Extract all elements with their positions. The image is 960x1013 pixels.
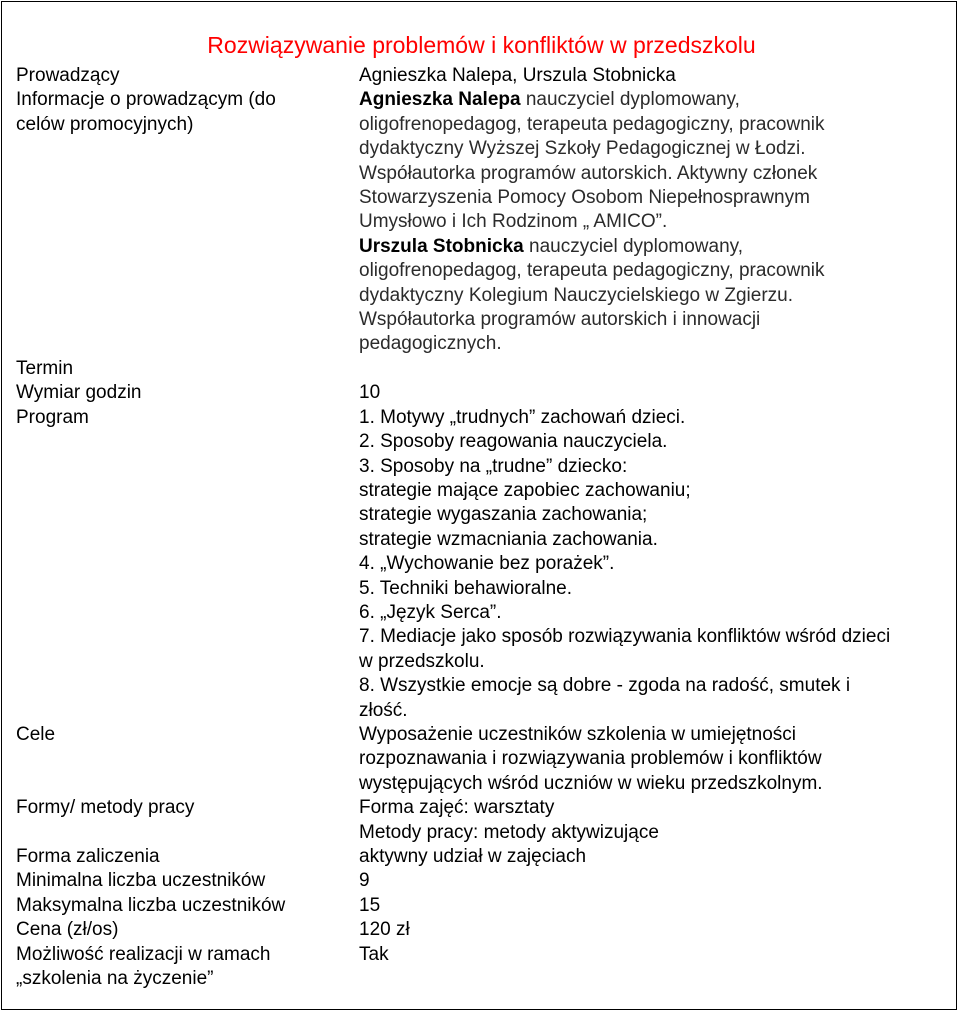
- document-sheet: [1, 1, 957, 1010]
- label-informacje: [2, 88, 346, 356]
- row-termin: [2, 357, 958, 381]
- program-line: strategie wzmacniania zachowania.: [359, 528, 658, 550]
- row-min-uczestnikow: [2, 869, 958, 893]
- label-formy: Formy/ metody pracy: [16, 797, 195, 819]
- value-formy: [346, 796, 958, 845]
- program-line: 3. Sposoby na „trudne” dziecko:: [359, 455, 628, 477]
- value-min-uczestnikow: 9: [359, 870, 370, 892]
- label-min-uczestnikow: Minimalna liczba uczestników: [16, 870, 266, 892]
- label-informacje-line-2: celów promocyjnych): [16, 113, 194, 135]
- label-zaliczenie: Forma zaliczenia: [16, 846, 160, 867]
- label-program: Program: [16, 406, 89, 428]
- row-cele: [2, 723, 958, 796]
- program-line: 2. Sposoby reagowania nauczyciela.: [359, 431, 668, 453]
- label-cena: Cena (zł/os): [16, 919, 119, 941]
- row-mozliwosc: [2, 943, 958, 992]
- value-informacje: [346, 88, 958, 356]
- value-zaliczenie: aktywny udział w zajęciach: [359, 846, 587, 867]
- trainer-1-title: nauczyciel dyplomowany,: [520, 89, 740, 111]
- row-max-uczestnikow: [2, 894, 958, 918]
- trainer-1-name: Agnieszka Nalepa: [359, 89, 521, 111]
- program-line: strategie mające zapobiec zachowaniu;: [359, 479, 691, 501]
- trainer-2-bio-line: Współautorka programów autorskich i innowacji: [359, 309, 761, 331]
- label-termin: Termin: [16, 357, 74, 379]
- row-prowadzacy: [2, 64, 958, 88]
- program-line: 6. „Język Serca”.: [359, 601, 502, 623]
- value-cele: [346, 723, 958, 796]
- program-line: złość.: [359, 699, 408, 721]
- program-line: 1. Motywy „trudnych” zachowań dzieci.: [359, 406, 686, 428]
- program-line: w przedszkolu.: [359, 650, 485, 672]
- trainer-1-bio-line: oligofrenopedagog, terapeuta pedagogiczny, pracownik: [359, 113, 825, 135]
- program-line: 7. Mediacje jako sposób rozwiązywania konfliktów wśród dzieci: [359, 626, 891, 648]
- label-mozliwosc-line-1: Możliwość realizacji w ramach: [16, 943, 271, 965]
- value-max-uczestnikow: 15: [359, 894, 381, 916]
- label-prowadzacy: Prowadzący: [16, 65, 120, 86]
- label-mozliwosc: [2, 943, 346, 992]
- label-max-uczestnikow: Maksymalna liczba uczestników: [16, 894, 286, 916]
- row-zaliczenie: [2, 845, 958, 869]
- cele-line: Wyposażenie uczestników szkolenia w umiejętności: [359, 723, 797, 745]
- trainer-1-bio-line: dydaktyczny Wyższej Szkoły Pedagogicznej w Łodzi.: [359, 138, 806, 160]
- trainer-1-first-line: [359, 88, 952, 112]
- row-wymiar: [2, 381, 958, 405]
- row-informacje: [2, 88, 958, 356]
- label-wymiar: Wymiar godzin: [16, 382, 142, 404]
- trainer-2-bio-line: oligofrenopedagog, terapeuta pedagogiczny, pracownik: [359, 260, 825, 282]
- value-program: [346, 406, 958, 723]
- trainer-2-bio-line: pedagogicznych.: [359, 333, 502, 355]
- trainer-1-bio-line: Współautorka programów autorskich. Aktywny członek: [359, 162, 818, 184]
- program-line: 5. Techniki behawioralne.: [359, 577, 573, 599]
- formy-line: Forma zajęć: warsztaty: [359, 797, 555, 819]
- value-cena: 120 zł: [359, 919, 410, 941]
- cele-line: występujących wśród uczniów w wieku przedszkolnym.: [359, 772, 823, 794]
- program-line: strategie wygaszania zachowania;: [359, 504, 648, 526]
- trainer-1-bio-line: Stowarzyszenia Pomocy Osobom Niepełnosprawnym: [359, 187, 810, 209]
- label-informacje-line-1: Informacje o prowadzącym (do: [16, 89, 276, 111]
- value-termin: [346, 357, 958, 381]
- value-prowadzacy: Agnieszka Nalepa, Urszula Stobnicka: [359, 65, 676, 86]
- trainer-2-name: Urszula Stobnicka: [359, 235, 524, 257]
- course-info-table: [2, 64, 958, 991]
- cele-line: rozpoznawania i rozwiązywania problemów i konfliktów: [359, 748, 822, 770]
- value-mozliwosc: Tak: [359, 943, 389, 965]
- label-cele: Cele: [16, 723, 56, 745]
- trainer-2-bio-line: dydaktyczny Kolegium Nauczycielskiego w Zgierzu.: [359, 284, 794, 306]
- program-line: 4. „Wychowanie bez porażek”.: [359, 553, 615, 575]
- row-cena: [2, 918, 958, 942]
- label-mozliwosc-line-2: „szkolenia na życzenie”: [16, 968, 214, 990]
- row-formy: [2, 796, 958, 845]
- row-program: [2, 406, 958, 723]
- document-title: Rozwiązywanie problemów i konfliktów w przedszkolu: [207, 32, 756, 58]
- trainer-2-first-line: [359, 235, 952, 259]
- value-wymiar: 10: [359, 382, 381, 404]
- trainer-1-bio-line: Umysłowo i Ich Rodzinom „ AMICO”.: [359, 211, 668, 233]
- trainer-2-title: nauczyciel dyplomowany,: [523, 235, 744, 257]
- formy-line: Metody pracy: metody aktywizujące: [359, 821, 659, 843]
- program-line: 8. Wszystkie emocje są dobre - zgoda na radość, smutek i: [359, 675, 851, 697]
